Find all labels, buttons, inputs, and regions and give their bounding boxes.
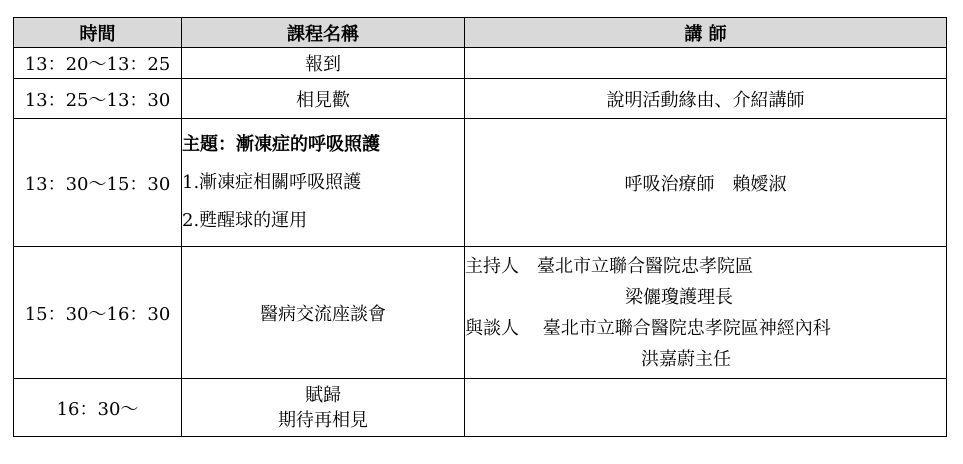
table-row [14,48,947,79]
table-row [14,247,947,379]
panelist-name: 洪嘉蔚主任 [641,348,731,370]
time-cell: 13：20～13：25 [14,48,182,79]
speaker-cell [465,48,947,79]
course-cell: 報到 [182,48,465,79]
time-cell: 15：30～16：30 [14,247,182,379]
speaker-cell: 呼吸治療師 賴嬡淑 [465,119,947,247]
table-row [14,79,947,119]
time-cell: 13：30～15：30 [14,119,182,247]
course-item: 1.漸凍症相關呼吸照護 [182,171,362,193]
time-cell: 13：25～13：30 [14,79,182,119]
course-item: 2.甦醒球的運用 [182,209,308,231]
header-time: 時間 [14,18,182,48]
course-topic: 主題：漸凍症的呼吸照護 [182,133,380,155]
table-row [14,119,947,247]
course-cell [182,119,465,247]
time-cell: 16：30～ [14,379,182,437]
header-row [14,18,947,48]
course-cell: 相見歡 [182,79,465,119]
speaker-cell: 說明活動緣由、介紹講師 [465,79,947,119]
panelist-line: 與談人 臺北市立聯合醫院忠孝院區神經內科 [465,317,831,339]
course-line: 期待再相見 [278,409,368,431]
table-row [14,379,947,437]
course-line: 賦歸 [305,384,341,406]
speaker-cell [465,379,947,437]
schedule-table [13,17,947,437]
course-cell: 醫病交流座談會 [182,247,465,379]
header-speaker: 講 師 [465,18,947,48]
host-line: 主持人 臺北市立聯合醫院忠孝院區 [465,255,753,277]
course-cell [182,379,465,437]
header-course: 課程名稱 [182,18,465,48]
speaker-cell [465,247,947,379]
host-name: 梁儷瓊護理長 [625,286,733,308]
